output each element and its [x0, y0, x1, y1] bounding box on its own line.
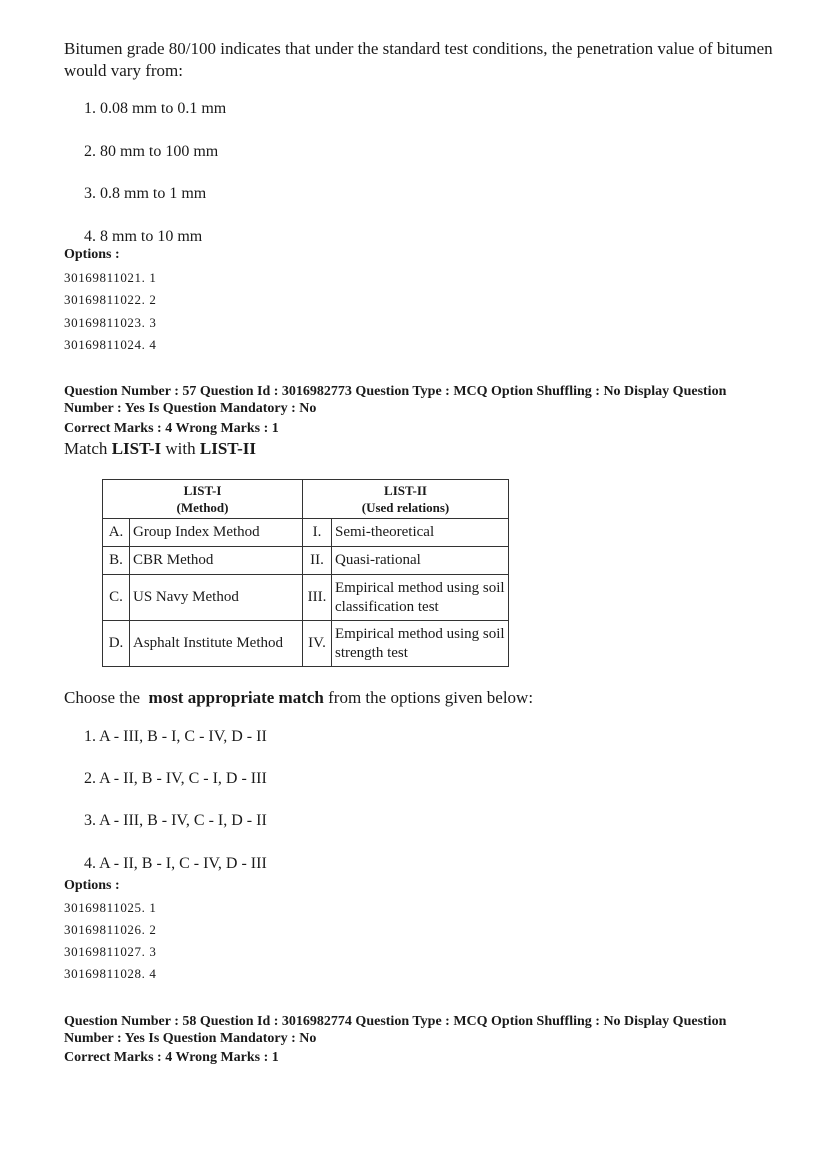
choose-bold: most appropriate match — [148, 688, 324, 707]
question-57-instruction — [64, 439, 256, 459]
instruction-list1: LIST-I — [111, 439, 162, 458]
row-relation: Empirical method using soil strength test — [332, 621, 509, 667]
row-relation-key: III. — [303, 575, 332, 621]
header-right-subtitle: (Used relations) — [361, 500, 450, 515]
question-57-meta — [64, 383, 784, 417]
question-56-option-2: 2. 80 mm to 100 mm — [84, 143, 219, 160]
question-56-option-1: 1. 0.08 mm to 0.1 mm — [84, 100, 227, 117]
question-56-option-code-4: 30169811024. 4 — [64, 337, 157, 352]
question-57-option-1: 1. A - III, B - I, C - IV, D - II — [84, 728, 267, 745]
match-table-header-right — [303, 480, 509, 519]
question-56-option-code-3: 30169811023. 3 — [64, 315, 157, 330]
table-row — [103, 575, 509, 621]
question-56-option-code-2: 30169811022. 2 — [64, 292, 157, 307]
row-key: A. — [103, 519, 130, 547]
table-row — [103, 547, 509, 575]
question-56-option-4: 4. 8 mm to 10 mm — [84, 228, 203, 245]
row-relation: Semi-theoretical — [332, 519, 509, 547]
row-relation-key: I. — [303, 519, 332, 547]
row-key: C. — [103, 575, 130, 621]
instruction-mid: with — [161, 439, 200, 458]
choose-suffix: from the options given below: — [323, 688, 534, 707]
match-table-header — [103, 480, 509, 519]
row-relation: Quasi-rational — [332, 547, 509, 575]
question-56-option-3: 3. 0.8 mm to 1 mm — [84, 185, 207, 202]
match-table — [102, 479, 509, 667]
row-method: Group Index Method — [130, 519, 303, 547]
question-57-choose-text — [64, 688, 533, 708]
question-58-meta-line-2: Number : Yes Is Question Mandatory : No — [64, 1031, 317, 1046]
question-56-option-code-1: 30169811021. 1 — [64, 270, 157, 285]
instruction-list2: LIST-II — [199, 439, 256, 458]
table-row — [103, 621, 509, 667]
row-method: Asphalt Institute Method — [130, 621, 303, 667]
question-57-option-4: 4. A - II, B - I, C - IV, D - III — [84, 855, 267, 872]
question-57-options-label: Options : — [64, 878, 120, 893]
question-56-text: Bitumen grade 80/100 indicates that under the standard test conditions, the penetration value of bitumen would vary from: — [64, 39, 773, 80]
header-left-subtitle: (Method) — [176, 500, 229, 515]
instruction-prefix: Match — [64, 439, 112, 458]
question-58-marks: Correct Marks : 4 Wrong Marks : 1 — [64, 1050, 279, 1065]
row-relation-key: IV. — [303, 621, 332, 667]
match-table-header-left — [103, 480, 303, 519]
table-row — [103, 519, 509, 547]
row-method: US Navy Method — [130, 575, 303, 621]
header-right-title: LIST-II — [384, 483, 427, 498]
question-57-option-3: 3. A - III, B - IV, C - I, D - II — [84, 812, 267, 829]
choose-prefix: Choose the — [64, 688, 149, 707]
row-key: D. — [103, 621, 130, 667]
row-relation-key: II. — [303, 547, 332, 575]
header-left-title: LIST-I — [183, 483, 222, 498]
question-57-option-code-4: 30169811028. 4 — [64, 966, 157, 981]
question-58-meta — [64, 1013, 784, 1047]
question-57-option-2: 2. A - II, B - IV, C - I, D - III — [84, 770, 267, 787]
question-57-option-code-3: 30169811027. 3 — [64, 944, 157, 959]
question-57-meta-line-2: Number : Yes Is Question Mandatory : No — [64, 401, 317, 416]
row-key: B. — [103, 547, 130, 575]
question-57-marks: Correct Marks : 4 Wrong Marks : 1 — [64, 421, 279, 436]
question-57-meta-line-1: Question Number : 57 Question Id : 3016982773 Question Type : MCQ Option Shuffling : No Display Question — [64, 384, 727, 399]
question-58-meta-line-1: Question Number : 58 Question Id : 3016982774 Question Type : MCQ Option Shuffling : No Display Question — [64, 1014, 727, 1029]
row-relation: Empirical method using soil classification test — [332, 575, 509, 621]
question-56-options-label: Options : — [64, 247, 120, 262]
question-57-option-code-1: 30169811025. 1 — [64, 900, 157, 915]
question-57-option-code-2: 30169811026. 2 — [64, 922, 157, 937]
row-method: CBR Method — [130, 547, 303, 575]
